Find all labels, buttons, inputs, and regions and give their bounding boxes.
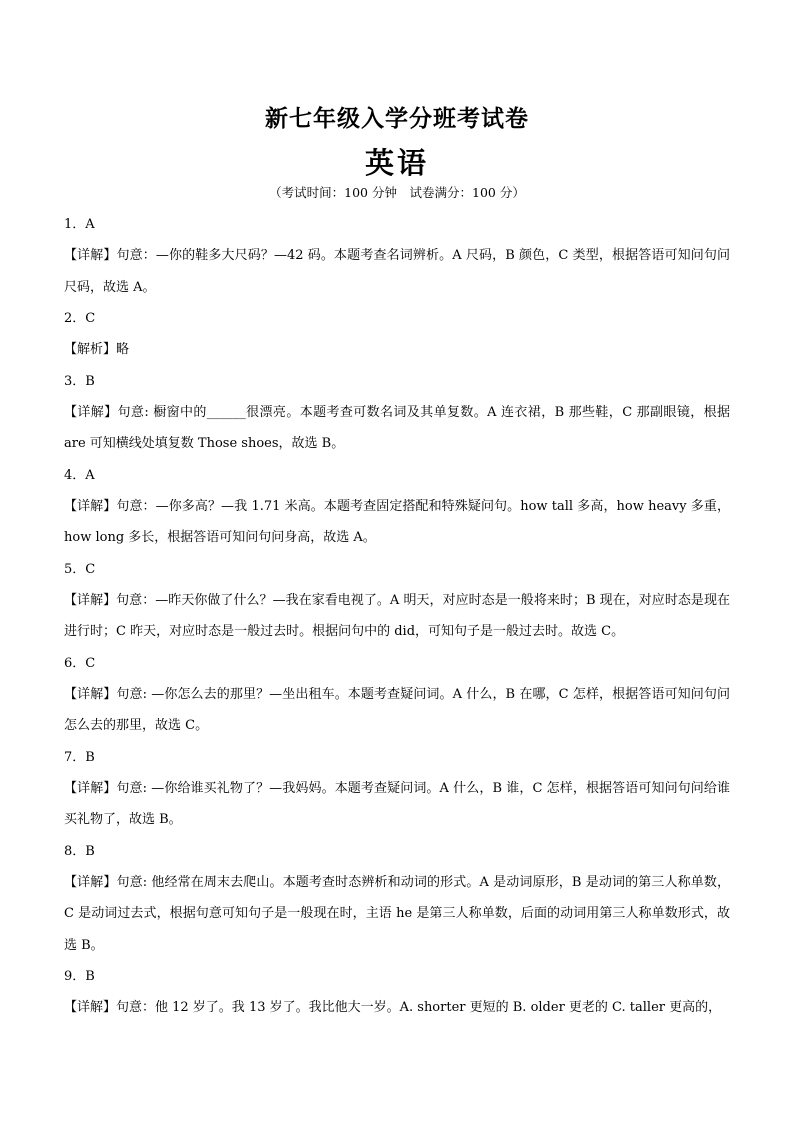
exam-title: 新七年级入学分班考试卷 — [265, 106, 529, 132]
answer-explanation: 【详解】句意: 橱窗中的______很漂亮。本题考查可数名词及其单复数。A 连衣裙，B 那些鞋，C 那副眼镜，根据 are 可知横线处填复数 Those shoes，故选 B。 — [64, 404, 730, 451]
answer-item-3 — [64, 366, 730, 460]
answer-number: 1．A — [64, 217, 95, 232]
answer-item-1 — [64, 209, 730, 303]
answer-number: 5．C — [64, 561, 96, 577]
answer-list — [64, 209, 730, 1024]
answer-explanation: 【详解】句意：—昨天你做了什么？—我在家看电视了。A 明天，对应时态是一般将来时；B 现在，对应时态是现在进行时；C 昨天，对应时态是一般过去时。根据问句中的 did，可知句子是一般过去时。故选 C。 — [64, 592, 730, 639]
answer-explanation: 【详解】句意：—你多高？—我 1.71 米高。本题考查固定搭配和特殊疑问句。how tall 多高，how heavy 多重，how long 多长，根据答语可知问句问身高，故选 A。 — [64, 498, 730, 545]
exam-info: （考试时间：100 分钟 试卷满分：100 分） — [269, 185, 525, 200]
answer-item-9 — [64, 961, 730, 1024]
answer-item-5 — [64, 554, 730, 648]
answer-number: 9．B — [64, 969, 95, 984]
answer-item-2 — [64, 303, 730, 366]
answer-explanation: 【详解】句意：他 12 岁了。我 13 岁了。我比他大一岁。A. shorter 更短的 B. older 更老的 C. taller 更高的， — [64, 1000, 722, 1015]
answer-explanation: 【详解】句意: —你怎么去的那里？—坐出租车。本题考查疑问词。A 什么，B 在哪，C 怎样，根据答语可知问句问怎么去的那里，故选 C。 — [64, 686, 730, 733]
answer-number: 4．A — [64, 467, 95, 483]
answer-item-4 — [64, 460, 730, 554]
answer-item-8 — [64, 836, 730, 962]
answer-number: 6．C — [64, 655, 96, 671]
answer-number: 7．B — [64, 749, 95, 765]
answer-item-6 — [64, 648, 730, 742]
answer-number: 8．B — [64, 843, 95, 859]
answer-number: 2．C — [64, 311, 96, 326]
answer-item-7 — [64, 742, 730, 836]
answer-number: 3．B — [64, 373, 95, 389]
subject-title: 英语 — [364, 146, 429, 180]
answer-explanation: 【详解】句意: —你给谁买礼物了？—我妈妈。本题考查疑问词。A 什么，B 谁，C 怎样，根据答语可知问句问给谁买礼物了，故选 B。 — [64, 780, 730, 827]
answer-explanation: 【详解】句意: 他经常在周末去爬山。本题考查时态辨析和动词的形式。A 是动词原形，B 是动词的第三人称单数，C 是动词过去式，根据句意可知句子是一般现在时，主语 he 是第三人称单数，后面的动词用第三人称单数形式，故选 B。 — [64, 874, 730, 953]
answer-explanation: 【解析】略 — [64, 342, 130, 357]
answer-explanation: 【详解】句意：—你的鞋多大尺码？—42 码。本题考查名词辨析。A 尺码，B 颜色，C 类型，根据答语可知问句问尺码，故选 A。 — [64, 248, 730, 295]
